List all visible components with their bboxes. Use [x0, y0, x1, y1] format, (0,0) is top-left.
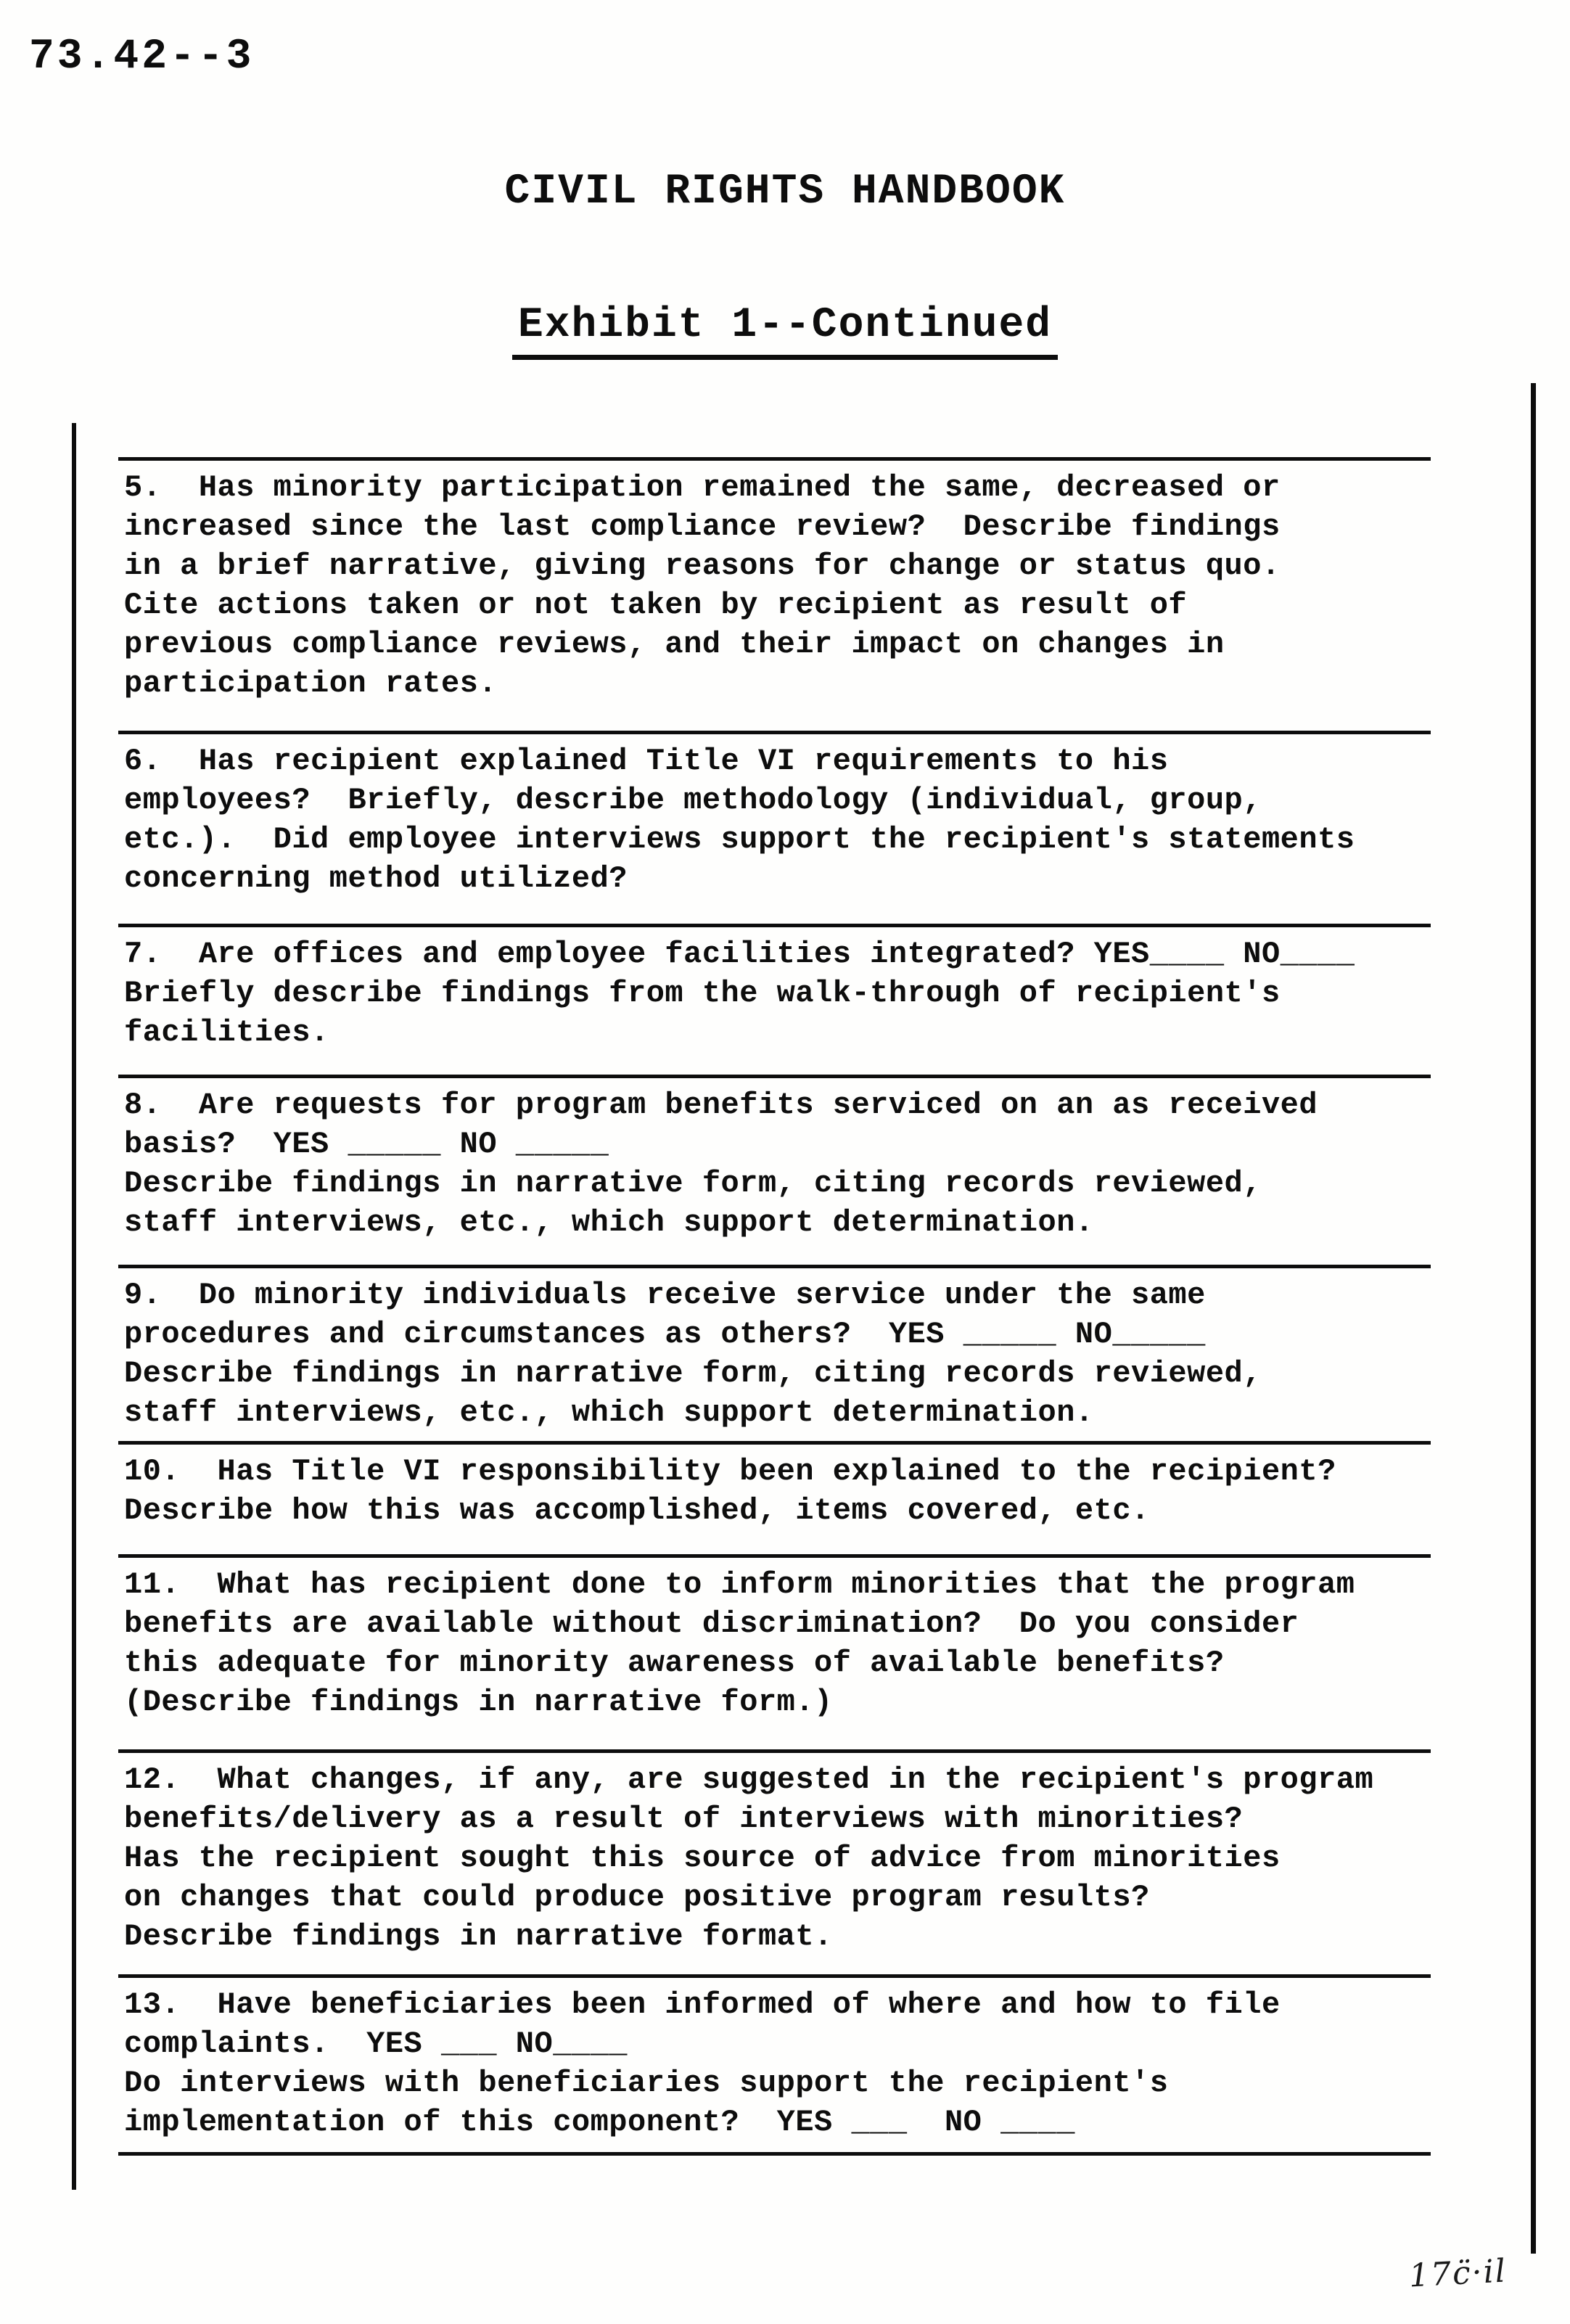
form-line: 8. Are requests for program benefits serviced on an as received [124, 1088, 1318, 1122]
form-line: complaints. YES ___ NO____ [124, 2027, 628, 2061]
form-line: Briefly describe findings from the walk-through of recipient's [124, 976, 1281, 1011]
right-margin-rule [1531, 383, 1536, 2254]
form-line: 6. Has recipient explained Title VI requirements to his [124, 744, 1169, 779]
form-line: employees? Briefly, describe methodology (individual, group, [124, 783, 1262, 818]
form-line: 11. What has recipient done to inform minorities that the program [124, 1567, 1355, 1602]
form-line: increased since the last compliance review? Describe findings [124, 509, 1281, 544]
form-line: Cite actions taken or not taken by recipient as result of [124, 588, 1188, 623]
form-line: (Describe findings in narrative form.) [124, 1685, 833, 1720]
form-item-7 [118, 924, 1431, 1052]
form-line: in a brief narrative, giving reasons for change or status quo. [124, 549, 1281, 583]
form-item-9 [118, 1265, 1431, 1432]
form-line: Has the recipient sought this source of advice from minorities [124, 1841, 1281, 1876]
form-line: benefits/delivery as a result of interviews with minorities? [124, 1802, 1244, 1836]
form-line: on changes that could produce positive program results? [124, 1880, 1150, 1915]
form-line: Do interviews with beneficiaries support the recipient's [124, 2066, 1169, 2101]
form-item-13 [118, 1974, 1431, 2142]
page-subtitle: Exhibit 1--Continued [512, 302, 1058, 360]
form-item-12 [118, 1749, 1431, 1956]
form-item-10 [118, 1441, 1431, 1530]
form-line: 7. Are offices and employee facilities integrated? YES____ NO____ [124, 937, 1355, 972]
form-item-5 [118, 457, 1431, 703]
form-line: staff interviews, etc., which support determination. [124, 1395, 1094, 1430]
page-title: CIVIL RIGHTS HANDBOOK [504, 168, 1066, 215]
form-line: procedures and circumstances as others? YES _____ NO_____ [124, 1317, 1206, 1352]
form-line: concerning method utilized? [124, 861, 628, 896]
form-line: 12. What changes, if any, are suggested in the recipient's program [124, 1762, 1374, 1797]
form-item-8 [118, 1075, 1431, 1242]
form-item-11 [118, 1554, 1431, 1722]
form-line: previous compliance reviews, and their impact on changes in [124, 627, 1225, 662]
form-line: etc.). Did employee interviews support the recipient's statements [124, 822, 1355, 857]
form-line: benefits are available without discrimination? Do you consider [124, 1606, 1299, 1641]
handwritten-annotation: 17c̈·il [1407, 2252, 1508, 2295]
form-line: facilities. [124, 1015, 329, 1050]
form-line: 5. Has minority participation remained the same, decreased or [124, 470, 1281, 505]
form-line: 13. Have beneficiaries been informed of where and how to file [124, 1987, 1281, 2022]
form-item-6 [118, 731, 1431, 898]
form-line: 10. Has Title VI responsibility been explained to the recipient? [124, 1454, 1336, 1489]
form-line: staff interviews, etc., which support determination. [124, 1205, 1094, 1240]
form-line: 9. Do minority individuals receive service under the same [124, 1278, 1206, 1313]
form-line: Describe findings in narrative format. [124, 1919, 833, 1954]
form-line: implementation of this component? YES ___ NO ____ [124, 2105, 1075, 2140]
document-code: 73.42--3 [29, 33, 255, 81]
form-line: participation rates. [124, 666, 498, 701]
form-line: Describe findings in narrative form, citing records reviewed, [124, 1356, 1262, 1391]
form-line: Describe how this was accomplished, items covered, etc. [124, 1493, 1150, 1528]
page-subtitle-wrap [0, 302, 1570, 360]
form-line: basis? YES _____ NO _____ [124, 1127, 609, 1162]
form-line: this adequate for minority awareness of available benefits? [124, 1646, 1225, 1680]
closing-rule [118, 2152, 1431, 2156]
left-margin-rule [72, 423, 76, 2190]
form-line: Describe findings in narrative form, citing records reviewed, [124, 1166, 1262, 1201]
